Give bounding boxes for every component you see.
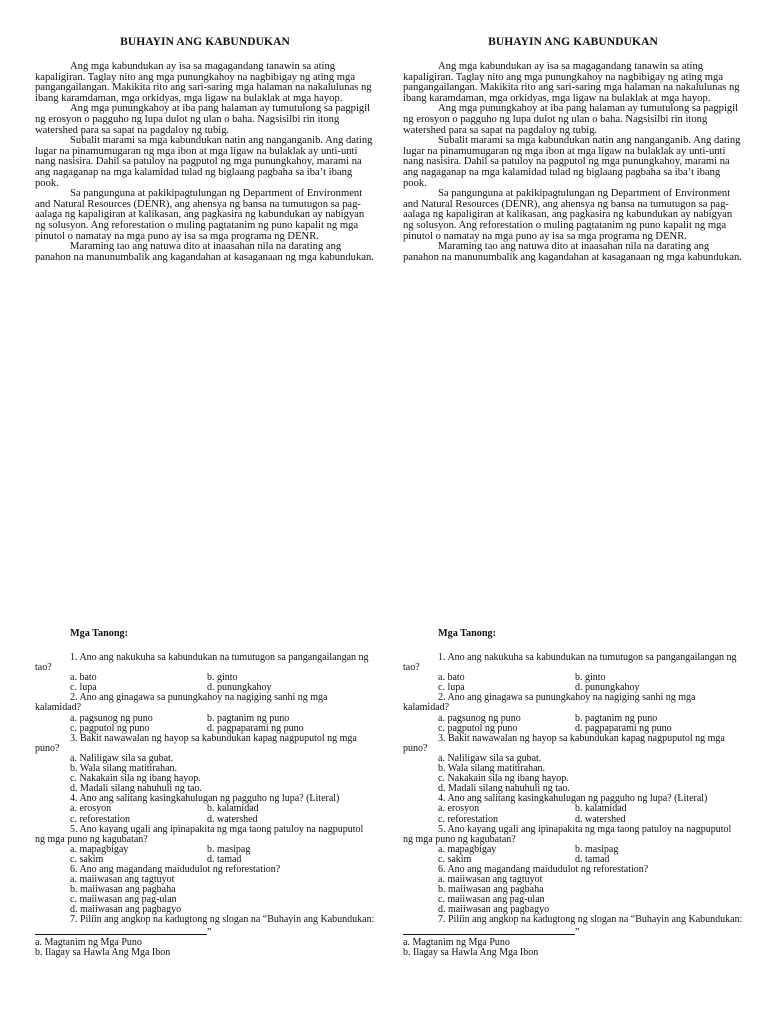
questions-section — [35, 628, 375, 958]
worksheet-right — [398, 0, 748, 1024]
choice-b: b. kalamidad — [575, 803, 627, 815]
choice-b: b. pagtanim ng puno — [207, 712, 290, 724]
question-2 — [403, 693, 743, 733]
choice-c: c. maiiwasan ang pag-ulan — [70, 894, 177, 906]
question-1 — [35, 653, 375, 693]
choice-c: c. Nakakain sila ng ibang hayop. — [438, 773, 569, 785]
question-stem-text: 7. Piliin ang angkop na kadugtong ng slogan na “Buhayin ang Kabundukan: — [438, 914, 743, 926]
choice-a: a. pagsunog ng puno — [438, 712, 521, 724]
choice-a: a. mapagbigay — [438, 843, 497, 855]
story-title: BUHAYIN ANG KABUNDUKAN — [488, 36, 658, 48]
question-6 — [35, 865, 375, 915]
question-stem: 2. Ano ang ginagawa sa punungkahoy na nagiging sanhi ng mga kalamidad? — [35, 692, 328, 714]
choice-a: a. pagsunog ng puno — [70, 712, 153, 724]
choice-c: c. lupa — [70, 682, 97, 694]
choice-c: c. sakim — [70, 853, 104, 865]
question-stem: 6. Ano ang magandang maidudulot ng reforestation? — [70, 863, 281, 875]
choice-c: c. lupa — [438, 682, 465, 694]
story-paragraph: Ang mga punungkahoy at iba pang halaman ay tumutulong sa pagpigil ng erosyon o pagguho ng lupa dulot ng ulan o baha. Nagsisilbi rin itong watershed para sa sapat na pagdaloy ng tubig. — [403, 103, 739, 136]
choice-a: a. erosyon — [438, 803, 480, 815]
choice-a: a. Magtanim ng Mga Puno — [403, 936, 510, 948]
story-paragraph: Ang mga kabundukan ay isa sa magagandang tanawin sa ating kapaligiran. Taglay nito ang mga punungkahoy na nagbibigay ng ating mga pangangailangan. Makikita rito ang sari-saring mga halaman na nakalulunas ng ibang karamdaman, mga orkidyas, mga ligaw na bulaklak at mga hayop. — [35, 61, 372, 104]
choice-b: b. Wala silang matitirahan. — [70, 763, 178, 775]
choice-c: c. reforestation — [438, 813, 498, 825]
choice-b: b. ginto — [575, 672, 606, 684]
question-6 — [403, 865, 743, 915]
question-stem: 5. Ano kayang ugali ang ipinapakita ng mga taong patuloy na nagpuputol ng mga puno ng kagubatan? — [35, 823, 364, 845]
question-stem: 2. Ano ang ginagawa sa punungkahoy na nagiging sanhi ng mga kalamidad? — [403, 692, 696, 714]
choice-d: d. watershed — [207, 813, 258, 825]
story-paragraph: Subalit marami sa mga kabundukan natin ang nanganganib. Ang dating lugar na pinamumugaran ng mga ibon at mga ligaw na bulaklak ay unti-unti nang nasisira. Dahil sa patuloy na pagputol ng mga punungkahoy, marami na ang nagaganap na mga kalamidad tulad ng biglaang pagbaha sa iba’t ibang pook. — [35, 135, 373, 189]
question-3 — [403, 734, 743, 795]
question-stem: 4. Ano ang salitang kasingkahulugan ng pagguho ng lupa? (Literal) — [70, 793, 340, 805]
question-4 — [35, 794, 375, 824]
question-stem: 6. Ano ang magandang maidudulot ng reforestation? — [438, 863, 649, 875]
choice-a: a. Naliligaw sila sa gubat. — [70, 752, 174, 764]
question-stem — [403, 915, 743, 937]
story-title: BUHAYIN ANG KABUNDUKAN — [120, 36, 290, 48]
story-text — [35, 62, 375, 263]
choice-c: c. maiiwasan ang pag-ulan — [438, 894, 545, 906]
choice-b: b. maiiwasan ang pagbaha — [438, 884, 544, 896]
choice-c: c. sakim — [438, 853, 472, 865]
question-1 — [403, 653, 743, 693]
choice-d: d. maiiwasan ang pagbagyo — [438, 904, 550, 916]
choice-b: b. kalamidad — [207, 803, 259, 815]
closing-quote: ” — [575, 926, 580, 938]
worksheet-left — [30, 0, 380, 1024]
choice-c: c. pagputol ng puno — [438, 722, 518, 734]
choice-a: a. Magtanim ng Mga Puno — [35, 936, 142, 948]
question-stem: 1. Ano ang nakukuha sa kabundukan na tumutugon sa pangangailangan ng tao? — [403, 652, 737, 674]
choice-b: b. Ilagay sa Hawla Ang Mga Ibon — [403, 946, 539, 958]
question-7 — [35, 915, 375, 957]
question-stem: 5. Ano kayang ugali ang ipinapakita ng mga taong patuloy na nagpuputol ng mga puno ng kagubatan? — [403, 823, 732, 845]
choice-a: a. mapagbigay — [70, 843, 129, 855]
question-stem: 3. Bakit nawawalan ng hayop sa kabundukan kapag nagpuputol ng mga puno? — [403, 732, 725, 754]
story-paragraph: Sa pangunguna at pakikipagtulungan ng Department of Environment and Natural Resources (DENR), ang ahensya ng bansa na tumutugon sa pag-aalaga ng kapaligiran at kalikasan, ang pagkasira ng kabundukan ay nabigyan ng solusyon. Ang reforestation o muling pagtatanim ng puno kapalit ng mga pinutol o namatay na mga puno ay isa sa mga programa ng DENR. — [403, 188, 733, 242]
choice-a: a. bato — [70, 672, 97, 684]
choice-b: b. masipag — [207, 843, 251, 855]
choice-d: d. maiiwasan ang pagbagyo — [70, 904, 182, 916]
question-stem — [35, 915, 375, 937]
answer-blank — [403, 926, 575, 935]
story-paragraph: Subalit marami sa mga kabundukan natin ang nanganganib. Ang dating lugar na pinamumugaran ng mga ibon at mga ligaw na bulaklak ay unti-unti nang nasisira. Dahil sa patuloy na pagputol ng mga punungkahoy, marami na ang nagaganap na mga kalamidad tulad ng biglaang pagbaha sa iba’t ibang pook. — [403, 135, 741, 189]
choice-b: b. Ilagay sa Hawla Ang Mga Ibon — [35, 946, 171, 958]
choice-b: b. pagtanim ng puno — [575, 712, 658, 724]
choice-d: d. watershed — [575, 813, 626, 825]
story-paragraph: Maraming tao ang natuwa dito at inaasahan nila na darating ang panahon na manunumbalik ang kagandahan at kasaganaan ng mga kabundukan. — [35, 241, 374, 263]
choice-d: d. punungkahoy — [575, 682, 640, 694]
question-stem: 3. Bakit nawawalan ng hayop sa kabundukan kapag nagpuputol ng mga puno? — [35, 732, 357, 754]
question-7 — [403, 915, 743, 957]
question-5 — [35, 825, 375, 865]
choice-d: d. Madali silang nahuhuli ng tao. — [70, 783, 202, 795]
questions-heading: Mga Tanong: — [438, 628, 497, 639]
choice-a: a. maiiwasan ang tagtuyot — [70, 874, 175, 886]
choice-b: b. masipag — [575, 843, 619, 855]
choice-d: d. Madali silang nahuhuli ng tao. — [438, 783, 570, 795]
choice-d: d. tamad — [207, 853, 242, 865]
choice-a: a. maiiwasan ang tagtuyot — [438, 874, 543, 886]
choice-a: a. Naliligaw sila sa gubat. — [438, 752, 542, 764]
choice-c: c. reforestation — [70, 813, 130, 825]
questions-section — [403, 628, 743, 958]
story-text — [403, 62, 743, 263]
choice-b: b. ginto — [207, 672, 238, 684]
story-paragraph: Ang mga punungkahoy at iba pang halaman ay tumutulong sa pagpigil ng erosyon o pagguho ng lupa dulot ng ulan o baha. Nagsisilbi rin itong watershed para sa sapat na pagdaloy ng tubig. — [35, 103, 371, 136]
choice-b: b. Wala silang matitirahan. — [438, 763, 546, 775]
question-2 — [35, 693, 375, 733]
answer-blank — [35, 926, 207, 935]
question-stem: 1. Ano ang nakukuha sa kabundukan na tumutugon sa pangangailangan ng tao? — [35, 652, 369, 674]
question-stem-text: 7. Piliin ang angkop na kadugtong ng slogan na “Buhayin ang Kabundukan: — [70, 914, 375, 926]
questions-heading: Mga Tanong: — [70, 628, 129, 639]
choice-d: d. pagpaparami ng puno — [207, 722, 304, 734]
question-stem: 4. Ano ang salitang kasingkahulugan ng pagguho ng lupa? (Literal) — [438, 793, 708, 805]
choice-c: c. pagputol ng puno — [70, 722, 150, 734]
question-3 — [35, 734, 375, 795]
choice-a: a. bato — [438, 672, 465, 684]
story-paragraph: Sa pangunguna at pakikipagtulungan ng Department of Environment and Natural Resources (DENR), ang ahensya ng bansa na tumutugon sa pag-aalaga ng kapaligiran at kalikasan, ang pagkasira ng kabundukan ay nabigyan ng solusyon. Ang reforestation o muling pagtatanim ng puno kapalit ng mga pinutol o namatay na mga puno ay isa sa mga programa ng DENR. — [35, 188, 365, 242]
choice-c: c. Nakakain sila ng ibang hayop. — [70, 773, 201, 785]
question-4 — [403, 794, 743, 824]
question-5 — [403, 825, 743, 865]
choice-d: d. punungkahoy — [207, 682, 272, 694]
choice-b: b. maiiwasan ang pagbaha — [70, 884, 176, 896]
story-paragraph: Ang mga kabundukan ay isa sa magagandang tanawin sa ating kapaligiran. Taglay nito ang mga punungkahoy na nagbibigay ng ating mga pangangailangan. Makikita rito ang sari-saring mga halaman na nakalulunas ng ibang karamdaman, mga orkidyas, mga ligaw na bulaklak at mga hayop. — [403, 61, 740, 104]
choice-d: d. pagpaparami ng puno — [575, 722, 672, 734]
choice-d: d. tamad — [575, 853, 610, 865]
story-paragraph: Maraming tao ang natuwa dito at inaasahan nila na darating ang panahon na manunumbalik ang kagandahan at kasaganaan ng mga kabundukan. — [403, 241, 742, 263]
choice-a: a. erosyon — [70, 803, 112, 815]
closing-quote: ” — [207, 926, 212, 938]
